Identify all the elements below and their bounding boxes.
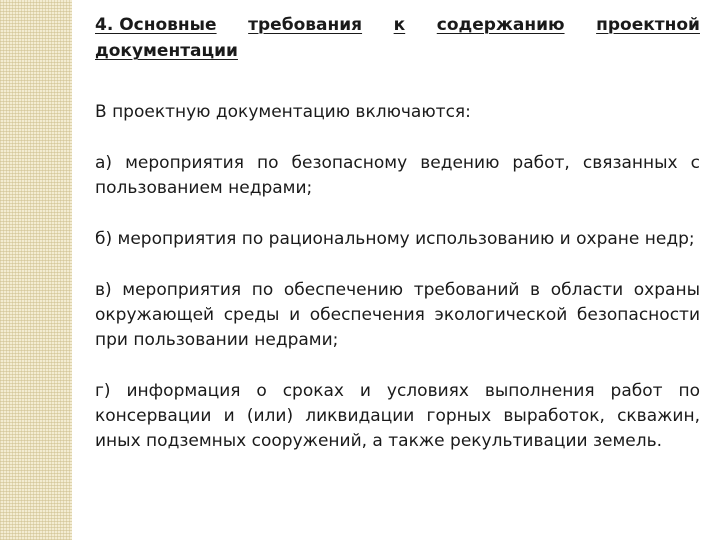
title-word: содержанию [436,15,565,35]
slide-title [95,12,700,64]
title-word: 4. Основные [95,15,217,35]
title-line-1 [95,12,700,38]
list-item-b: б) мероприятия по рациональному использованию и охране недр; [95,229,695,249]
list-item-d: г) информация о сроках и условиях выполнения работ по консервации и (или) ликвидации горных выработок, скважин, иных подземных сооружений, а также рекультивации земель. [95,381,700,451]
list-item-a: а) мероприятия по безопасному ведению работ, связанных с пользованием недрами; [95,153,700,198]
intro-text: В проектную документацию включаются: [95,102,471,122]
title-line-2 [95,38,700,64]
title-word: к [393,15,406,35]
decorative-side-stripe [0,0,72,540]
title-word: проектной [596,15,700,35]
list-item-c: в) мероприятия по обеспечению требований в области охраны окружающей среды и обеспечения экологической безопасности при пользовании недрами; [95,280,700,350]
slide-content [95,12,700,454]
title-word: требования [248,15,363,35]
title-word: документации [95,41,238,61]
